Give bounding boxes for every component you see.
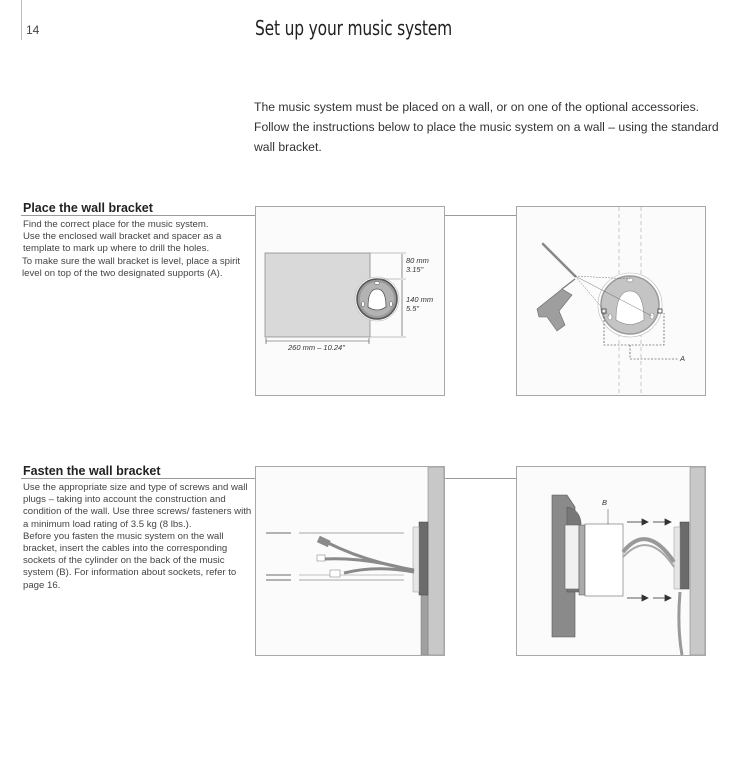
drill-holes-figure <box>516 206 706 396</box>
section-rule-connector <box>444 478 516 479</box>
bracket-dimensions-figure <box>255 206 445 396</box>
body-paragraph: Use the appropriate size and type of screws and wall plugs – taking into account the construction and condition of the wall. Use three screws/ fasteners with a minimum load rating of 3.5 kg (8 lbs.). <box>23 482 252 530</box>
section-heading-fasten-bracket: Fasten the wall bracket <box>23 464 161 478</box>
section-rule <box>21 215 256 216</box>
section-heading-place-bracket: Place the wall bracket <box>23 201 153 215</box>
section-body-place-bracket <box>23 219 253 280</box>
section-rule-connector <box>444 215 516 216</box>
body-line: Use the enclosed wall bracket and spacer as a template to mark up where to drill the holes. <box>23 231 222 255</box>
section-body-fasten-bracket <box>23 482 253 592</box>
dimension-label: 260 mm – 10.24" <box>288 343 345 352</box>
mount-system-figure <box>516 466 706 656</box>
body-paragraph: Before you fasten the music system on the wall bracket, insert the cables into the corresponding sockets of the cylinder on the back of the music system (B). For information about sockets, refer to page 16. <box>23 530 237 591</box>
body-line: Find the correct place for the music system. <box>23 219 209 230</box>
page-number: 14 <box>26 23 40 37</box>
dimension-label: 80 mm 3.15" <box>406 256 429 274</box>
intro-paragraph: The music system must be placed on a wall, or on one of the optional accessories. Follow the instructions below to place the music system on a wall – using the standard wall bracket. <box>254 100 719 154</box>
dimension-label: 140 mm 5.5" <box>406 295 434 313</box>
support-marker-label: A <box>680 354 686 363</box>
margin-line <box>21 0 22 40</box>
page-title: Set up your music system <box>255 16 453 40</box>
body-line: To make sure the wall bracket is level, place a spirit level on top of the two designated supports (A). <box>22 255 241 279</box>
cylinder-marker-label: B <box>602 498 608 507</box>
screws-cables-figure <box>255 466 445 656</box>
section-rule <box>21 478 256 479</box>
